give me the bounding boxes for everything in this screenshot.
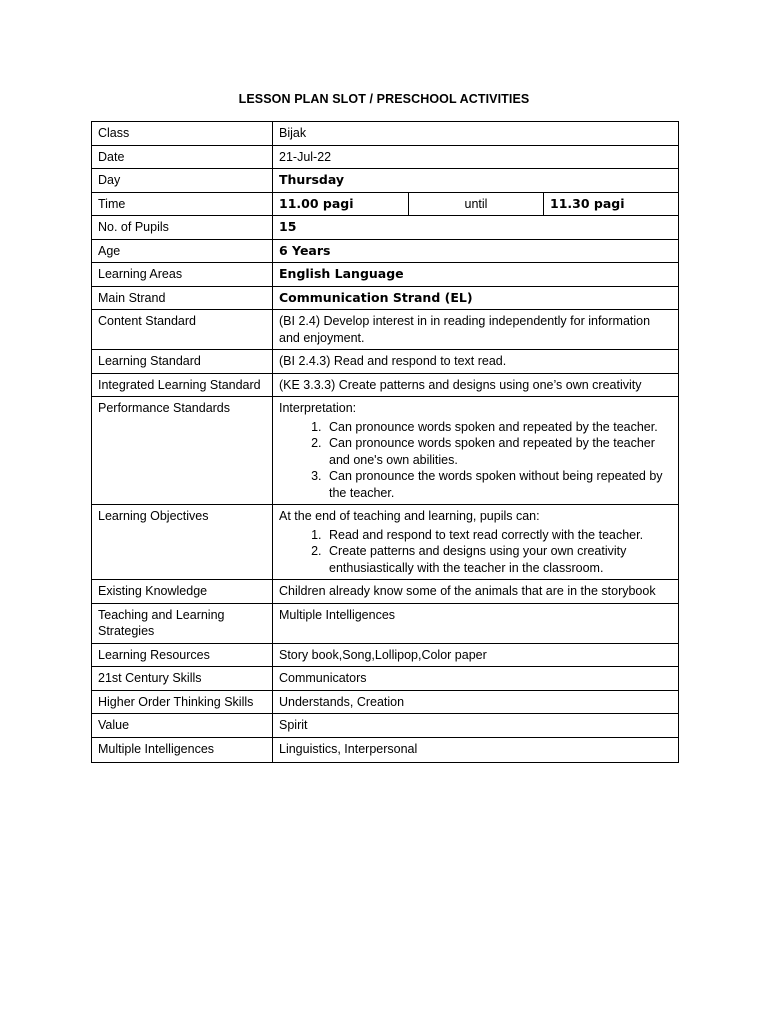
value-time-start: 11.00 pagi [273,192,409,216]
label-21st-century-skills: 21st Century Skills [92,667,273,691]
label-age: Age [92,239,273,263]
row-day [92,169,679,193]
label-time: Time [92,192,273,216]
row-resources [92,643,679,667]
label-strategies: Teaching and Learning Strategies [92,603,273,643]
label-pupils: No. of Pupils [92,216,273,240]
row-time [92,192,679,216]
objectives-intro: At the end of teaching and learning, pupils can: [279,509,540,523]
label-performance: Performance Standards [92,397,273,505]
value-pupils: 15 [273,216,679,240]
value-strategies: Multiple Intelligences [273,603,679,643]
value-age: 6 Years [273,239,679,263]
row-strategies [92,603,679,643]
label-main-strand: Main Strand [92,286,273,310]
row-21st-century-skills [92,667,679,691]
label-class: Class [92,122,273,146]
row-objectives [92,505,679,580]
row-content-standard [92,310,679,350]
objectives-list [279,527,672,577]
row-class [92,122,679,146]
label-resources: Learning Resources [92,643,273,667]
row-intelligences [92,737,679,763]
value-date: 21-Jul-22 [273,145,679,169]
label-learning-areas: Learning Areas [92,263,273,287]
label-objectives: Learning Objectives [92,505,273,580]
value-content-standard: (BI 2.4) Develop interest in in reading independently for information and enjoyment. [273,310,679,350]
label-intelligences: Multiple Intelligences [92,737,273,763]
list-item: 1. Can pronounce words spoken and repeated by the teacher. [325,419,672,436]
value-learning-areas: English Language [273,263,679,287]
value-intelligences: Linguistics, Interpersonal [273,737,679,763]
value-hots: Understands, Creation [273,690,679,714]
value-objectives [273,505,679,580]
value-time-until: until [409,192,544,216]
label-content-standard: Content Standard [92,310,273,350]
list-item: 2. Create patterns and designs using your own creativity enthusiastically with the teacher in the classroom. [325,543,672,576]
label-learning-standard: Learning Standard [92,350,273,374]
value-day: Thursday [273,169,679,193]
value-value: Spirit [273,714,679,738]
row-hots [92,690,679,714]
label-date: Date [92,145,273,169]
list-item: 1. Read and respond to text read correctly with the teacher. [325,527,672,544]
value-existing-knowledge: Children already know some of the animals that are in the storybook [273,580,679,604]
row-learning-standard [92,350,679,374]
row-performance [92,397,679,505]
value-integrated-standard: (KE 3.3.3) Create patterns and designs using one’s own creativity [273,373,679,397]
row-pupils [92,216,679,240]
value-class: Bijak [273,122,679,146]
label-existing-knowledge: Existing Knowledge [92,580,273,604]
row-date [92,145,679,169]
value-main-strand: Communication Strand (EL) [273,286,679,310]
page-title: LESSON PLAN SLOT / PRESCHOOL ACTIVITIES [238,92,530,106]
value-resources: Story book,Song,Lollipop,Color paper [273,643,679,667]
label-integrated-standard: Integrated Learning Standard [92,373,273,397]
row-age [92,239,679,263]
label-value: Value [92,714,273,738]
row-learning-areas [92,263,679,287]
list-item: 2. Can pronounce words spoken and repeated by the teacher and one's own abilities. [325,435,672,468]
performance-list [279,419,672,502]
label-day: Day [92,169,273,193]
row-existing-knowledge [92,580,679,604]
row-main-strand [92,286,679,310]
row-value [92,714,679,738]
row-integrated-standard [92,373,679,397]
value-time-end: 11.30 pagi [544,192,679,216]
value-learning-standard: (BI 2.4.3) Read and respond to text read. [273,350,679,374]
performance-intro: Interpretation: [279,401,357,415]
value-21st-century-skills: Communicators [273,667,679,691]
list-item: 3. Can pronounce the words spoken without being repeated by the teacher. [325,468,672,501]
value-performance [273,397,679,505]
lesson-plan-table [91,121,679,763]
label-hots: Higher Order Thinking Skills [92,690,273,714]
